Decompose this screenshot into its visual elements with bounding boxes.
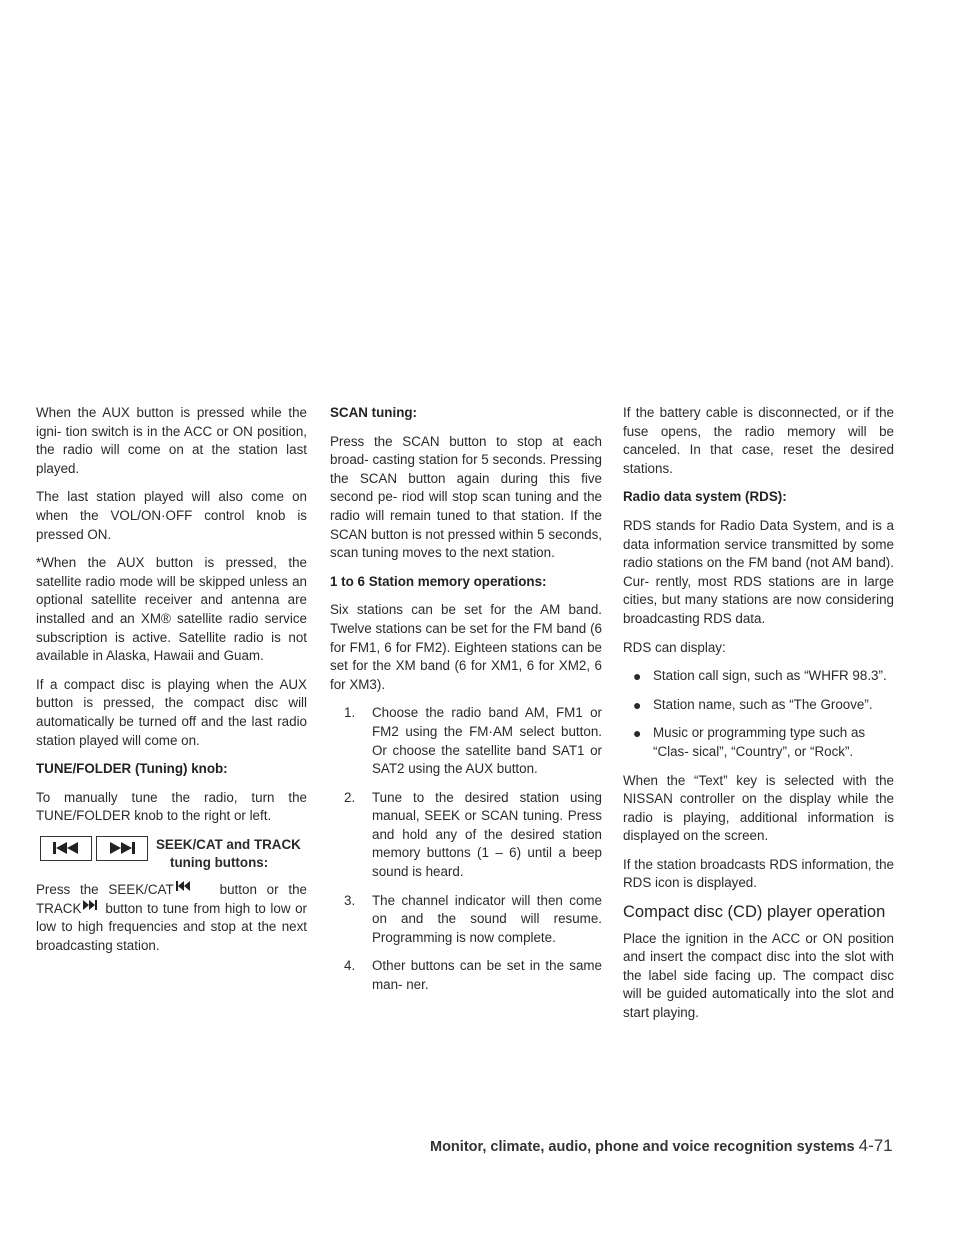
paragraph: Six stations can be set for the AM band. Twelve stations can be set for the FM band (6 for FM1, 6 for FM2). Eighteen stations can be set for the XM band (6 for XM1, 6 for XM2, 6 for XM3). [330,602,602,692]
heading-rds: Radio data system (RDS): [623,489,787,505]
memory-steps [330,704,602,994]
paragraph: RDS stands for Radio Data System, and is a data information service transmitted by some radio stations on the FM band (not AM band). Cur- rently, most RDS stations are in large cities, but many stations are now considering broadcasting RDS data. [623,517,894,626]
bullet-icon: ● [633,725,642,742]
paragraph: RDS can display: [623,639,726,655]
seek-track-keys [36,836,307,873]
paragraph: If the station broadcasts RDS information, the RDS icon is displayed. [623,856,894,891]
paragraph: The last station played will also come on when the VOL/ON·OFF control knob is pressed ON. [36,489,307,542]
heading-tune-folder: TUNE/FOLDER (Tuning) knob: [36,761,228,777]
page-footer [430,1136,893,1156]
skip-forward-icon [109,842,135,854]
paragraph: If the battery cable is disconnected, or if the fuse opens, the radio memory will be canceled. In that case, reset the desired stations. [623,405,894,476]
seek-forward-key [96,836,148,861]
heading-line: SEEK/CAT and TRACK [156,836,301,852]
paragraph: Place the ignition in the ACC or ON position and insert the compact disc into the slot with the label side facing up. The compact disc will be guided automatically into the slot and start playing. [623,930,894,1021]
list-item: ● Station name, such as “The Groove”. [633,696,873,713]
skip-forward-icon [83,900,97,910]
paragraph: Press the SCAN button to stop at each broad- casting station for 5 seconds. Pressing the SCAN button again during this five second pe- riod will stop scan tuning and the radio will remain tuned to that station. If the SCAN button is not pressed within 5 seconds, scan tuning moves to the next station. [330,433,602,561]
heading-scan: SCAN tuning: [330,405,418,420]
bullet-icon: ● [633,696,642,713]
list-item: 4. Other buttons can be set in the same man- ner. [344,958,602,993]
list-item: ● Station call sign, such as “WHFR 98.3”. [633,668,887,685]
skip-back-icon [176,881,190,891]
column-1 [36,404,307,965]
footer-section-title: Monitor, climate, audio, phone and voice recognition systems [430,1139,855,1155]
rds-display-list [623,667,894,761]
paragraph: If a compact disc is playing when the AUX button is pressed, the compact disc will automatically be turned off and the last radio station played will come on. [36,676,307,748]
bullet-icon: ● [633,668,642,685]
skip-back-icon [53,842,79,854]
paragraph: When the “Text” key is selected with the NISSAN controller on the display while the radio is playing, additional information is displayed on the screen. [623,772,894,844]
list-item: ● Music or programming type such as “Clas- sical”, “Country”, or “Rock”. [633,725,866,759]
seek-track-heading [156,836,301,873]
column-3 [623,404,894,1033]
paragraph-seek: Press the SEEK/CAT button or the TRACK button to tune from high to low or low to high frequencies and stop at the next broadcasting station. [36,882,307,953]
heading-line: tuning buttons: [170,855,269,871]
seek-back-key [40,836,92,861]
heading-cd-player: Compact disc (CD) player operation [623,903,886,922]
paragraph: *When the AUX button is pressed, the satellite radio mode will be skipped unless an optional satellite receiver and antenna are installed and an XM® satellite radio service subscription is active. Satellite radio is not available in Alaska, Hawaii and Guam. [36,555,307,664]
paragraph: When the AUX button is pressed while the igni- tion switch is in the ACC or ON position, the radio will come on at the station last played. [36,405,307,476]
list-item: 2. Tune to the desired station using manual, SEEK or SCAN tuning. Press and hold any of the desired station memory buttons (1 – 6) until a beep sound is heard. [344,789,602,880]
heading-memory: 1 to 6 Station memory operations: [330,573,547,589]
column-2 [330,404,602,1005]
paragraph: To manually tune the radio, turn the TUNE/FOLDER knob to the right or left. [36,789,307,824]
page-number: 4-71 [858,1136,893,1155]
list-item: 1. Choose the radio band AM, FM1 or FM2 using the FM·AM select button. Or choose the satellite band SAT1 or SAT2 using the AUX button. [344,705,602,777]
list-item: 3. The channel indicator will then come on and the sound will resume. Programming is now complete. [344,892,602,945]
